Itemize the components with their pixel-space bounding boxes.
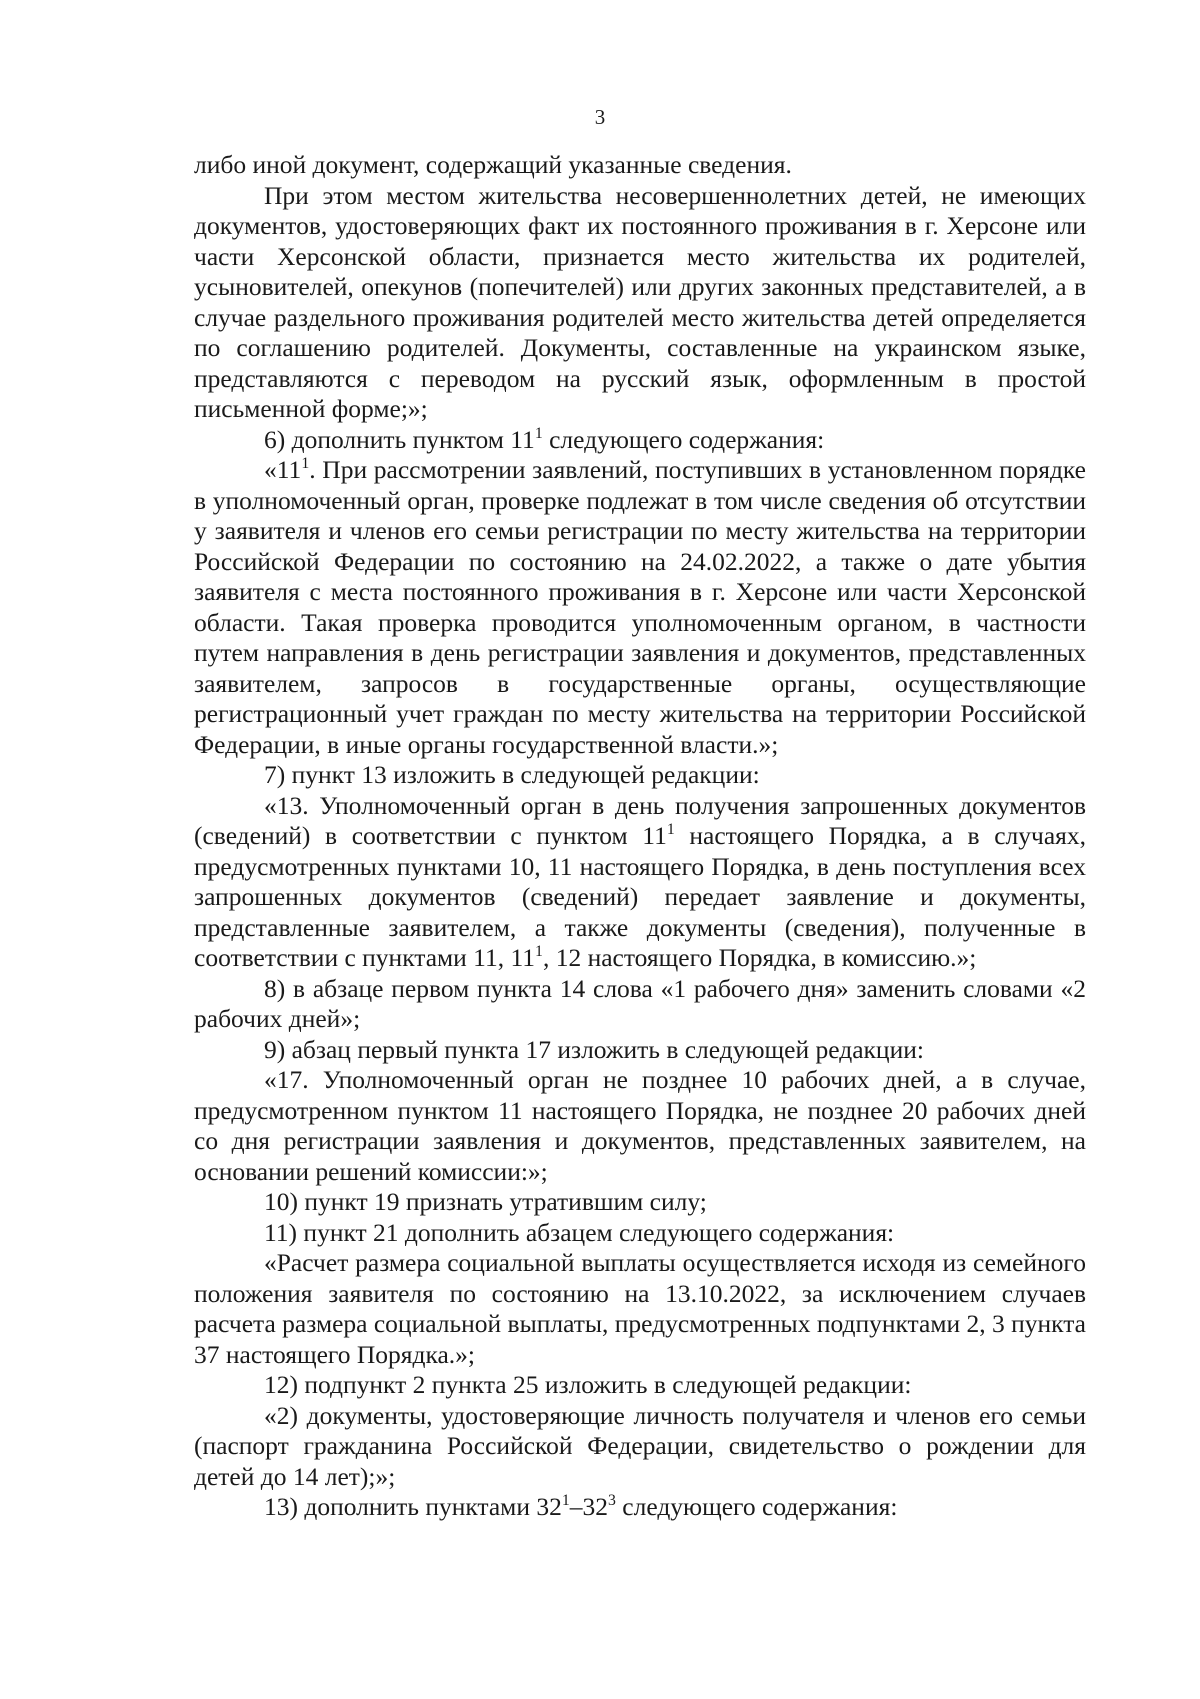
document-body	[194, 150, 1086, 1523]
paragraph	[194, 150, 1086, 181]
superscript: 1	[534, 424, 543, 442]
paragraph	[194, 974, 1086, 1035]
superscript: 1	[561, 1492, 570, 1510]
paragraph	[194, 791, 1086, 974]
text-run: 8) в абзаце первом пункта 14 слова «1 рабочего дня» заменить словами «2 рабочих дней»;	[194, 973, 1086, 1033]
text-run: . При рассмотрении заявлений, поступивших в установленном порядке в уполномоченный орган, проверке подлежат в том числе сведения об отсутствии у заявителя и членов его семьи регистрации по месту жительства на территории Российской Федерации по состоянию на 24.02.2022, а также о дате убытия заявителя с места постоянного проживания в г. Херсоне или части Херсонской области. Такая проверка проводится уполномоченным органом, в частности путем направления в день регистрации заявления и документов, представленных заявителем, запросов в государственные органы, осуществляющие регистрационный учет граждан по месту жительства на территории Российской Федерации, в иные органы государственной власти.»;	[194, 455, 1086, 759]
paragraph	[194, 1248, 1086, 1370]
paragraph	[194, 760, 1086, 791]
superscript: 1	[666, 821, 675, 839]
page-number: 3	[594, 105, 606, 129]
paragraph	[194, 1035, 1086, 1066]
paragraph	[194, 1401, 1086, 1493]
text-run: –32	[569, 1492, 609, 1521]
paragraph	[194, 1065, 1086, 1187]
paragraph	[194, 1370, 1086, 1401]
text-run: 7) пункт 13 изложить в следующей редакции:	[264, 760, 760, 789]
paragraph	[194, 181, 1086, 425]
superscript: 1	[535, 943, 543, 961]
paragraph	[194, 1492, 1086, 1523]
text-run: 13) дополнить пунктами 32	[264, 1492, 562, 1521]
paragraph	[194, 455, 1086, 760]
text-run: «Расчет размера социальной выплаты осуществляется исходя из семейного положения заявителя по состоянию на 13.10.2022, за исключением случаев расчета размера социальной выплаты, предусмотренных подпунктами 2, 3 пункта 37 настоящего Порядка.»;	[194, 1248, 1086, 1369]
text-run: 10) пункт 19 признать утратившим силу;	[264, 1187, 707, 1216]
text-run: 6) дополнить пунктом 11	[264, 424, 535, 454]
text-run: следующего содержания:	[615, 1492, 898, 1521]
text-run: «13. Уполномоченный орган в день получения запрошенных документов (сведений) в соответствии с пунктом 11	[194, 790, 1086, 850]
text-run: , 12 настоящего Порядка, в комиссию.»;	[542, 943, 977, 972]
superscript: 1	[301, 455, 310, 473]
text-run: следующего содержания:	[542, 424, 825, 454]
text-run: либо иной документ, содержащий указанные сведения.	[194, 150, 792, 179]
superscript: 3	[608, 1492, 616, 1510]
text-run: настоящего Порядка, а в случаях, предусмотренных пунктами 10, 11 настоящего Порядка, в день поступления всех запрошенных документов (сведений) передает заявление и документы, представленные заявителем, а также документы (сведения), полученные в соответствии с пунктами 11, 11	[194, 821, 1086, 972]
text-run: При этом местом жительства несовершеннолетних детей, не имеющих документов, удостоверяющих факт их постоянного проживания в г. Херсоне или части Херсонской области, признается место жительства их родителей, усыновителей, опекунов (попечителей) или других законных представителей, а в случае раздельного проживания родителей место жительства детей определяется по соглашению родителей. Документы, составленные на украинском языке, представляются с переводом на русский язык, оформленным в простой письменной форме;»;	[194, 180, 1086, 423]
text-run: «17. Уполномоченный орган не позднее 10 рабочих дней, а в случае, предусмотренном пунктом 11 настоящего Порядка, не позднее 20 рабочих дней со дня регистрации заявления и документов, представленных заявителем, на основании решений комиссии:»;	[194, 1065, 1086, 1186]
text-run: «11	[264, 455, 302, 484]
text-run: 9) абзац первый пункта 17 изложить в следующей редакции:	[264, 1034, 924, 1064]
text-run: 11) пункт 21 дополнить абзацем следующего содержания:	[264, 1217, 895, 1247]
text-run: «2) документы, удостоверяющие личность получателя и членов его семьи (паспорт гражданина Российской Федерации, свидетельство о рождении для детей до 14 лет);»;	[194, 1400, 1086, 1491]
paragraph	[194, 1187, 1086, 1218]
text-run: 12) подпункт 2 пункта 25 изложить в следующей редакции:	[264, 1370, 912, 1399]
paragraph	[194, 425, 1086, 456]
paragraph	[194, 1218, 1086, 1249]
